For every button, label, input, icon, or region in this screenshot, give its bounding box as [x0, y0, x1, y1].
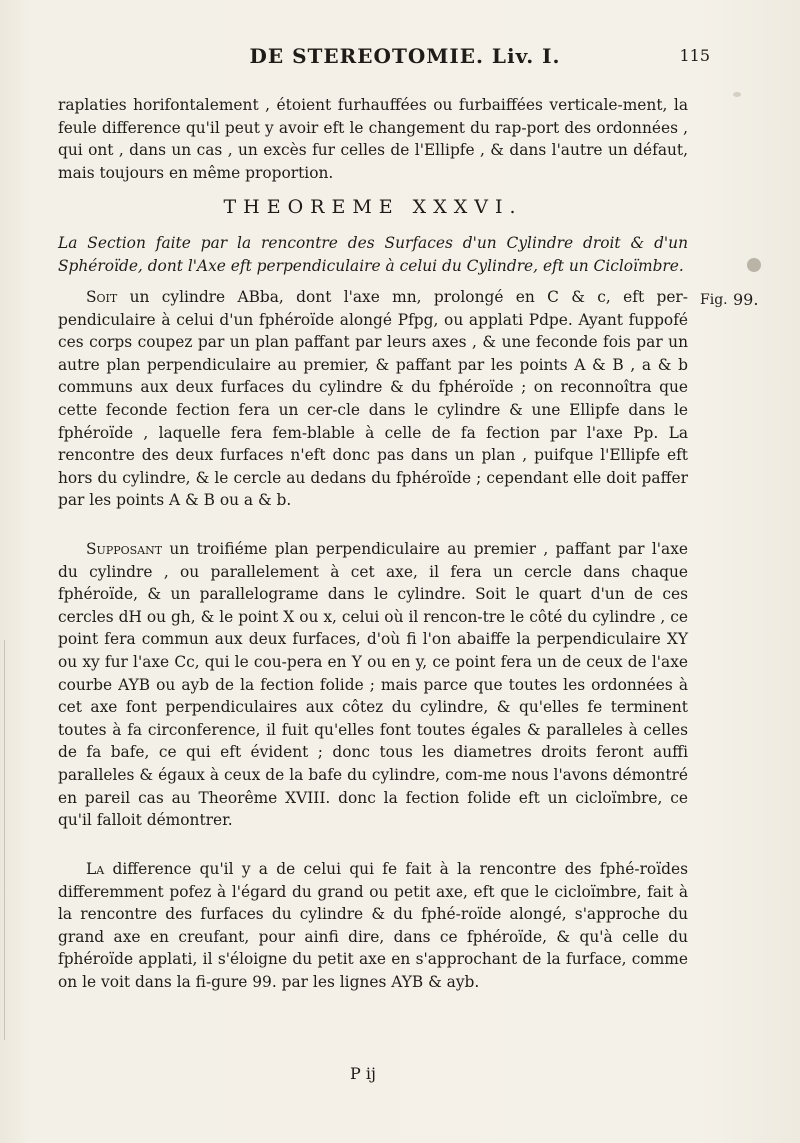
signature-mark: P ij: [350, 1064, 376, 1083]
paragraph-la-text: [58, 858, 688, 994]
paragraph-body: un cylindre ABba, dont l'axe mn, prolongé en C & c, eft per-pendiculaire à celui d'un fphéroïde alongé Pfpg, ou applati Pdpe. Ayant fuppofé ces corps coupez par un plan paffant par leurs axes , & une feconde fois par un autre plan perpendiculaire au premier, & paffant par les points A & B , a & b communs aux deux furfaces du cylindre & du fphéroïde ; on reconnoîtra que cette feconde fection fera un cer-cle dans le cylindre & une Ellipfe dans le fphéroïde , laquelle fera fem-blable à celle de fa fection par l'axe Pp. La rencontre des deux furfaces n'eft donc pas dans un plan , puifque l'Ellipfe eft hors du cylindre, & le cercle au dedans du fphéroïde ; cependant elle doit paffer par les points A & B ou a & b.: [58, 288, 688, 510]
intro-text: raplaties horifontalement , étoient furhauffées ou furbaiffées verticale-ment, la feule difference qu'il peut y avoir eft le changement du rap-port des ordonnées , qui ont , dans un cas , un excès fur celles de l'Ellipfe , & dans l'autre un défaut, mais toujours en même proportion.: [58, 96, 688, 182]
page-number: 115: [679, 46, 710, 65]
paragraph-lead-word: Soit: [86, 288, 118, 306]
paragraph-soit: [58, 286, 688, 512]
paragraph-body: un troifiéme plan perpendiculaire au premier , paffant par l'axe du cylindre , ou parallelement à cet axe, il fera un cercle dans chaque fphéroïde, & un parallelograme dans le cylindre. Soit le quart d'un de ces cercles dH ou gh, & le point X ou x, celui où il rencon-tre le côté du cylindre , ce point fera commun aux deux furfaces, d'où fi l'on abaiffe la perpendiculaire XY ou xy fur l'axe Cc, qui le cou-pera en Y ou en y, ce point fera un de ceux de l'axe courbe AYB ou ayb de la fection folide ; mais parce que toutes les ordonnées à cet axe font perpendiculaires aux côtez du cylindre, & qu'elles fe terminent toutes à fa circonference, il fuit qu'elles font toutes égales & paralleles à celles de fa bafe, ce qui eft évident ; donc tous les diametres droits feront auffi paralleles & égaux à ceux de la bafe du cylindre, com-me nous l'avons démontré en pareil cas au Theorême XVIII. donc la fection folide eft un cicloïmbre, ce qu'il falloit démontrer.: [58, 540, 688, 830]
ink-blot: [747, 258, 761, 272]
running-header: [100, 44, 710, 74]
paragraph-supposant: [58, 538, 688, 832]
theorem-caption: La Section faite par la rencontre des Surfaces d'un Cylindre droit & d'un Sphéroïde, dont l'Axe eft perpendiculaire à celui du Cylindre, eft un Cicloïmbre.: [58, 234, 688, 275]
margin-fig-label: Fig.: [700, 292, 728, 308]
ink-blot: [733, 92, 741, 97]
intro-paragraph: [58, 94, 688, 184]
margin-fig-number: 99.: [733, 290, 759, 309]
paragraph-soit-text: [58, 286, 688, 512]
paragraph-body: difference qu'il y a de celui qui fe fait à la rencontre des fphé-roïdes differemment pofez à l'égard du grand ou petit axe, eft que le cicloïmbre, fait à la rencontre des furfaces du cylindre & du fphé-roïde alongé, s'approche du grand axe en creufant, pour ainfi dire, dans ce fphéroïde, & qu'à celle du fphéroïde applati, il s'éloigne du petit axe en s'approchant de la furface, comme on le voit dans la fi-gure 99. par les lignes AYB & ayb.: [58, 860, 688, 991]
paragraph-lead-word: Supposant: [86, 540, 163, 558]
header-title: DE STEREOTOMIE. Liv. I.: [249, 44, 561, 68]
paragraph-supposant-text: [58, 538, 688, 832]
paragraph-la: [58, 858, 688, 994]
paragraph-lead-word: La: [86, 860, 105, 878]
page-edge-shadow: [4, 640, 5, 1040]
theorem-heading: THEOREME XXXVI.: [223, 196, 523, 218]
